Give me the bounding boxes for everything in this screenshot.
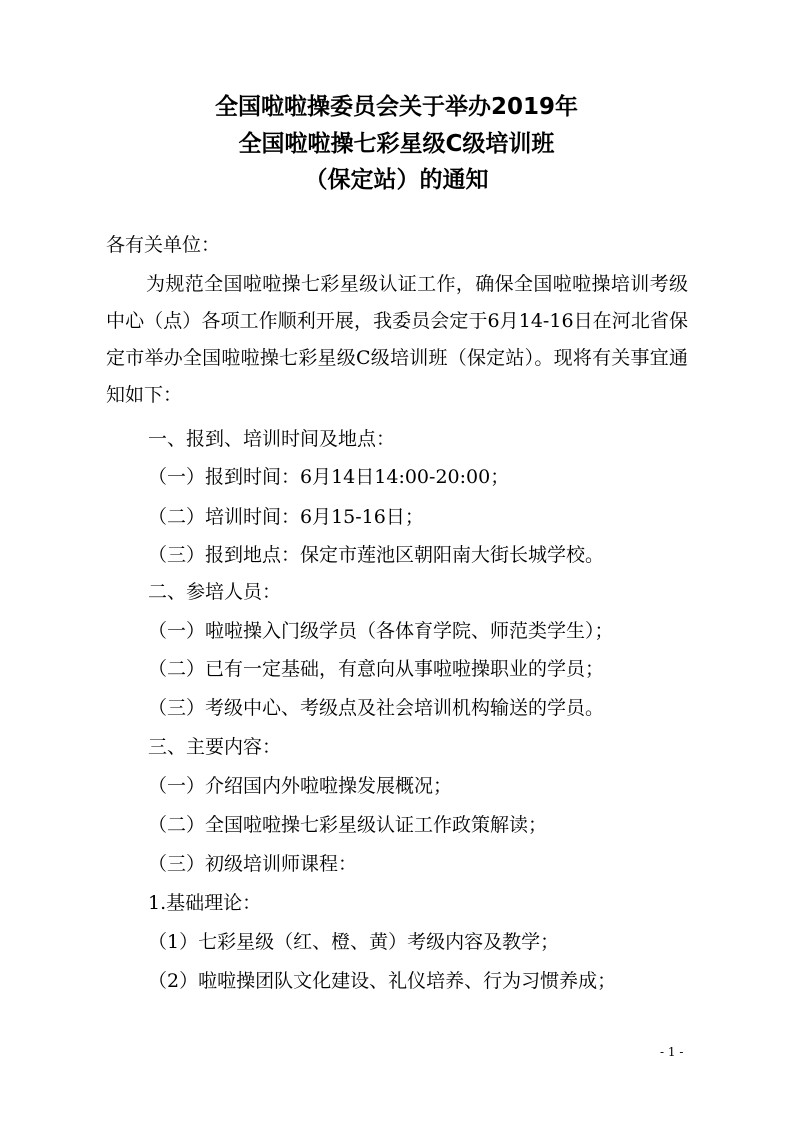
- list-item: （一）报到时间：6月14日14:00-20:00；: [148, 466, 510, 488]
- title-line-2: 全国啦啦操七彩星级C级培训班: [238, 131, 555, 157]
- intro-paragraph: 为规范全国啦啦操七彩星级认证工作，确保全国啦啦操培训考级中心（点）各项工作顺利开展，我委员会定于6月14-16日在河北省保定市举办全国啦啦操七彩星级C级培训班（保定站）。现将有关事宜通知如下：: [106, 273, 688, 406]
- title-line-3: （保定站）的通知: [304, 167, 489, 193]
- list-item: （一）啦啦操入门级学员（各体育学院、师范类学生）；: [148, 620, 614, 642]
- list-item: （三）初级培训师课程：: [148, 853, 358, 875]
- list-item: （一）介绍国内外啦啦操发展概况；: [148, 775, 453, 797]
- list-item: （二）培训时间：6月15-16日；: [148, 506, 424, 528]
- list-item: （三）报到地点：保定市莲池区朝阳南大街长城学校。: [148, 544, 605, 566]
- title-line-1: 全国啦啦操委员会关于举办2019年: [214, 94, 578, 120]
- section-heading: 一、报到、培训时间及地点：: [148, 428, 396, 450]
- sub-heading: 1.基础理论：: [148, 892, 262, 914]
- list-item: （三）考级中心、考级点及社会培训机构输送的学员。: [148, 697, 605, 719]
- list-item: （二）全国啦啦操七彩星级认证工作政策解读；: [148, 814, 548, 836]
- salutation: 各有关单位：: [106, 234, 221, 256]
- page-number: - 1 -: [660, 1045, 684, 1059]
- section-heading: 二、参培人员：: [148, 581, 282, 603]
- list-item: （二）已有一定基础，有意向从事啦啦操职业的学员；: [148, 658, 605, 680]
- list-item: （1）七彩星级（红、橙、黄）考级内容及教学；: [148, 931, 560, 953]
- section-heading: 三、主要内容：: [148, 736, 282, 758]
- list-item: （2）啦啦操团队文化建设、礼仪培养、行为习惯养成；: [148, 970, 617, 992]
